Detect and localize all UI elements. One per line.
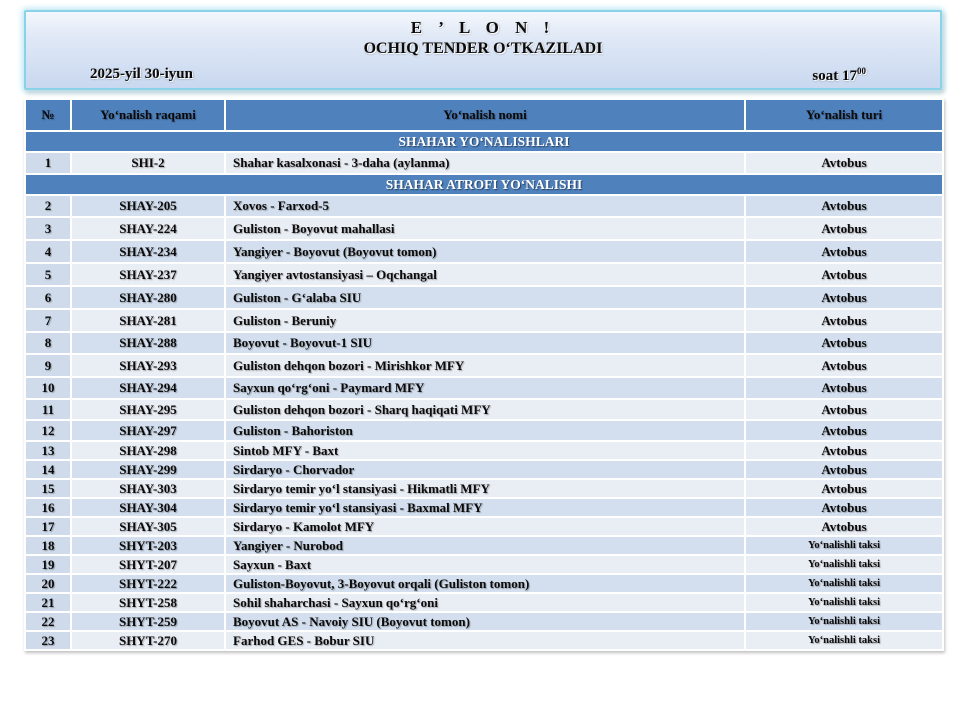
route-name: Sayxun - Baxt [225, 555, 745, 574]
row-number: 16 [25, 498, 71, 517]
route-code: SHAY-294 [71, 377, 225, 399]
route-name: Sirdaryo - Kamolot MFY [225, 517, 745, 536]
route-code: SHAY-295 [71, 399, 225, 420]
route-type: Avtobus [745, 195, 943, 217]
route-code: SHI-2 [71, 152, 225, 174]
route-name: Guliston dehqon bozori - Sharq haqiqati MFY [225, 399, 745, 420]
route-type: Yo‘nalishli taksi [745, 536, 943, 555]
row-number: 22 [25, 612, 71, 631]
route-type: Avtobus [745, 217, 943, 240]
route-code: SHAY-298 [71, 441, 225, 460]
route-name: Guliston - Bahoriston [225, 420, 745, 441]
route-name: Yangiyer - Nurobod [225, 536, 745, 555]
column-header-route-code: Yo‘nalish raqami [71, 99, 225, 131]
routes-table [24, 98, 944, 651]
row-number: 15 [25, 479, 71, 498]
route-type: Yo‘nalishli taksi [745, 555, 943, 574]
route-type: Yo‘nalishli taksi [745, 612, 943, 631]
route-type: Avtobus [745, 498, 943, 517]
route-code: SHYT-258 [71, 593, 225, 612]
route-name: Shahar kasalxonasi - 3-daha (aylanma) [225, 152, 745, 174]
route-code: SHAY-304 [71, 498, 225, 517]
table-row [25, 555, 943, 574]
table-row [25, 517, 943, 536]
table-row [25, 631, 943, 650]
section-title: SHAHAR ATROFI YO‘NALISHI [25, 174, 943, 195]
route-name: Xovos - Farxod-5 [225, 195, 745, 217]
table-row [25, 240, 943, 263]
table-row [25, 309, 943, 332]
row-number: 12 [25, 420, 71, 441]
row-number: 11 [25, 399, 71, 420]
table-row [25, 377, 943, 399]
table-row [25, 498, 943, 517]
section-header [25, 174, 943, 195]
tender-time-minutes: 00 [857, 66, 866, 76]
route-type: Avtobus [745, 420, 943, 441]
route-name: Sirdaryo - Chorvador [225, 460, 745, 479]
route-code: SHYT-270 [71, 631, 225, 650]
row-number: 13 [25, 441, 71, 460]
route-type: Avtobus [745, 479, 943, 498]
route-type: Avtobus [745, 517, 943, 536]
announcement-subtitle: OCHIQ TENDER O‘TKAZILADI [363, 40, 603, 57]
route-code: SHAY-237 [71, 263, 225, 286]
route-code: SHAY-297 [71, 420, 225, 441]
route-type: Yo‘nalishli taksi [745, 574, 943, 593]
route-type: Avtobus [745, 240, 943, 263]
route-type: Avtobus [745, 309, 943, 332]
section-title: SHAHAR YO‘NALISHLARI [25, 131, 943, 152]
route-name: Sirdaryo temir yo‘l stansiyasi - Baxmal MFY [225, 498, 745, 517]
section-header [25, 131, 943, 152]
table-row [25, 536, 943, 555]
route-type: Avtobus [745, 152, 943, 174]
route-name: Yangiyer avtostansiyasi – Oqchangal [225, 263, 745, 286]
route-code: SHYT-222 [71, 574, 225, 593]
table-row [25, 593, 943, 612]
announcement-banner [24, 10, 942, 90]
route-code: SHAY-299 [71, 460, 225, 479]
tender-time [812, 66, 866, 85]
row-number: 8 [25, 332, 71, 354]
route-type: Avtobus [745, 354, 943, 377]
table-row [25, 479, 943, 498]
column-header-route-type: Yo‘nalish turi [745, 99, 943, 131]
route-type: Avtobus [745, 332, 943, 354]
route-name: Guliston - Boyovut mahallasi [225, 217, 745, 240]
route-name: Sohil shaharchasi - Sayxun qo‘rg‘oni [225, 593, 745, 612]
table-row [25, 612, 943, 631]
route-name: Sirdaryo temir yo‘l stansiyasi - Hikmatli MFY [225, 479, 745, 498]
table-row [25, 574, 943, 593]
table-row [25, 217, 943, 240]
route-name: Farhod GES - Bobur SIU [225, 631, 745, 650]
row-number: 10 [25, 377, 71, 399]
route-code: SHYT-259 [71, 612, 225, 631]
row-number: 2 [25, 195, 71, 217]
table-row [25, 460, 943, 479]
route-type: Avtobus [745, 460, 943, 479]
row-number: 7 [25, 309, 71, 332]
column-header-number: № [25, 99, 71, 131]
route-type: Avtobus [745, 441, 943, 460]
route-name: Guliston - G‘alaba SIU [225, 286, 745, 309]
route-name: Sayxun qo‘rg‘oni - Paymard MFY [225, 377, 745, 399]
route-code: SHAY-205 [71, 195, 225, 217]
table-row [25, 195, 943, 217]
route-name: Guliston-Boyovut, 3-Boyovut orqali (Guliston tomon) [225, 574, 745, 593]
table-row [25, 420, 943, 441]
row-number: 20 [25, 574, 71, 593]
row-number: 18 [25, 536, 71, 555]
tender-date: 2025-yil 30-iyun [90, 66, 193, 82]
route-name: Sintob MFY - Baxt [225, 441, 745, 460]
row-number: 4 [25, 240, 71, 263]
route-code: SHAY-234 [71, 240, 225, 263]
route-type: Avtobus [745, 399, 943, 420]
route-type: Avtobus [745, 286, 943, 309]
route-code: SHAY-305 [71, 517, 225, 536]
row-number: 6 [25, 286, 71, 309]
row-number: 9 [25, 354, 71, 377]
route-name: Guliston dehqon bozori - Mirishkor MFY [225, 354, 745, 377]
route-type: Yo‘nalishli taksi [745, 631, 943, 650]
row-number: 5 [25, 263, 71, 286]
table-header-row [25, 99, 943, 131]
announcement-title: E ’ L O N ! [410, 18, 556, 37]
table-row [25, 263, 943, 286]
table-row [25, 441, 943, 460]
row-number: 23 [25, 631, 71, 650]
route-type: Yo‘nalishli taksi [745, 593, 943, 612]
route-name: Guliston - Beruniy [225, 309, 745, 332]
route-code: SHYT-207 [71, 555, 225, 574]
route-code: SHAY-281 [71, 309, 225, 332]
route-code: SHAY-288 [71, 332, 225, 354]
tender-time-hour: soat 17 [812, 68, 857, 84]
table-row [25, 152, 943, 174]
row-number: 21 [25, 593, 71, 612]
route-type: Avtobus [745, 377, 943, 399]
route-type: Avtobus [745, 263, 943, 286]
route-code: SHAY-224 [71, 217, 225, 240]
table-row [25, 399, 943, 420]
column-header-route-name: Yo‘nalish nomi [225, 99, 745, 131]
row-number: 1 [25, 152, 71, 174]
row-number: 14 [25, 460, 71, 479]
route-code: SHAY-293 [71, 354, 225, 377]
routes-table-body [25, 131, 943, 650]
table-row [25, 354, 943, 377]
route-name: Boyovut - Boyovut-1 SIU [225, 332, 745, 354]
route-code: SHAY-280 [71, 286, 225, 309]
table-row [25, 286, 943, 309]
row-number: 3 [25, 217, 71, 240]
route-code: SHYT-203 [71, 536, 225, 555]
table-row [25, 332, 943, 354]
route-name: Yangiyer - Boyovut (Boyovut tomon) [225, 240, 745, 263]
row-number: 17 [25, 517, 71, 536]
route-name: Boyovut AS - Navoiy SIU (Boyovut tomon) [225, 612, 745, 631]
row-number: 19 [25, 555, 71, 574]
route-code: SHAY-303 [71, 479, 225, 498]
